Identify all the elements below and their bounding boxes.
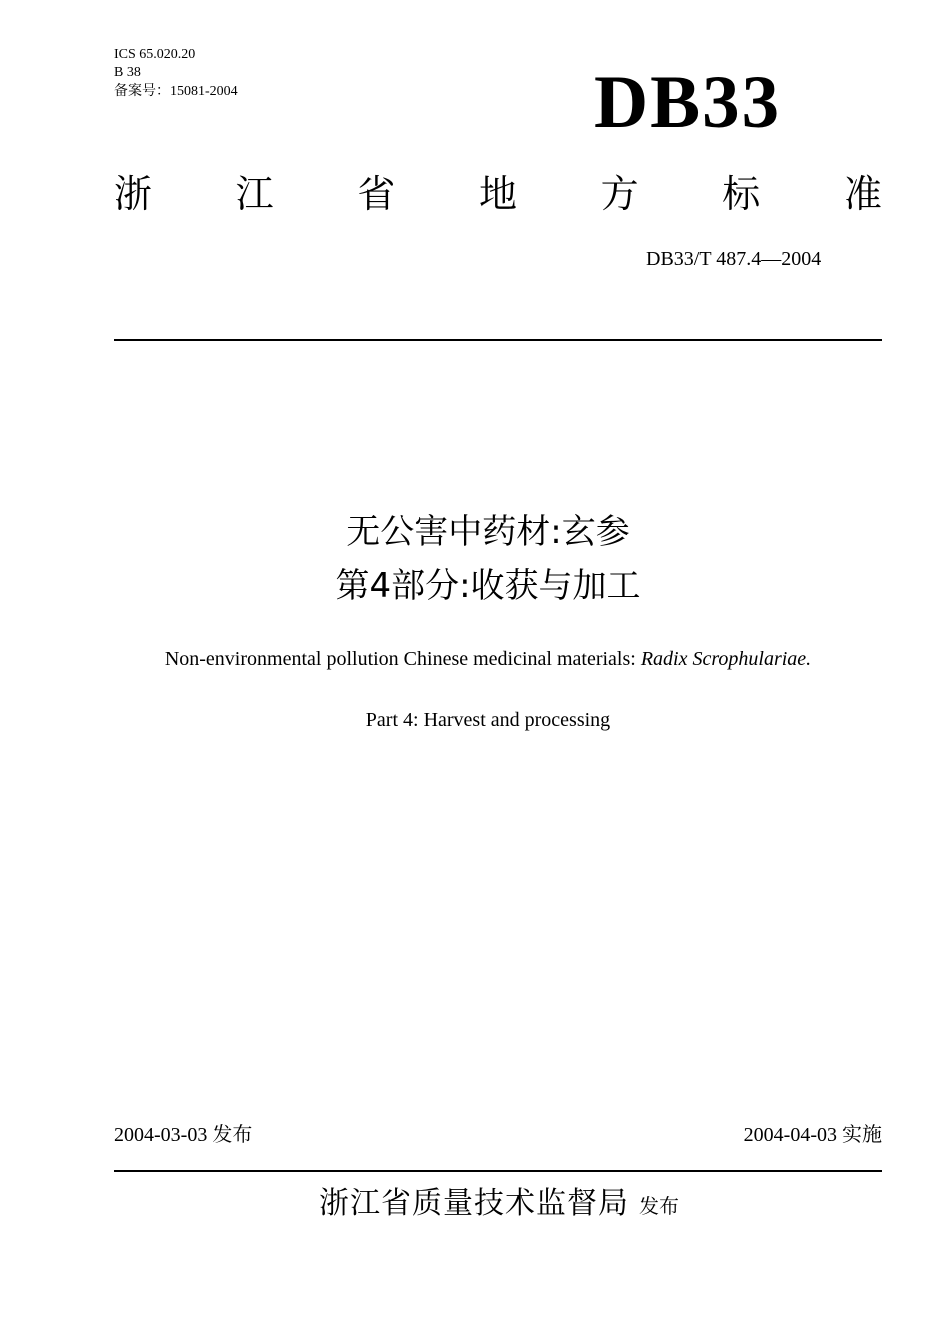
publisher-line [0,1184,950,1224]
bottom-divider [114,1170,882,1172]
db-code: DB33 [594,61,782,144]
publisher-name: 浙江省质量技术监督局 [319,1186,629,1221]
title-cn-line2: 第4部分:收获与加工 [335,566,641,606]
release-date [114,1121,252,1148]
title-cn-line1: 无公害中药材:玄参 [346,512,630,552]
title-en-line1 [0,646,950,672]
title-en-latin-name: Radix Scrophulariae. [640,648,812,670]
title-en-line2: Part 4: Harvest and processing [365,709,611,731]
standard-type-char: 浙 [114,172,153,216]
standard-number: DB33/T 487.4—2004 [646,248,822,270]
classification-code: B 38 [114,65,141,80]
publish-label: 发布 [639,1194,679,1218]
ics-code: ICS 65.020.20 [114,47,196,62]
release-label: 发布 [212,1122,253,1146]
implement-label: 实施 [842,1122,882,1146]
standard-type-char: 准 [843,172,882,216]
title-en-prefix: Non-environmental pollution Chinese medicinal materials: [164,648,641,670]
implement-date [744,1121,882,1148]
standard-type-char: 标 [722,172,761,216]
standard-type-char: 江 [235,172,274,216]
implement-date-value: 2004-04-03 [743,1124,837,1146]
filing-number: 备案号：15081-2004 [114,84,238,99]
standard-type-heading [114,168,882,220]
top-divider [114,339,882,341]
standard-type-char: 方 [600,172,639,216]
standard-type-char: 省 [357,172,396,216]
release-date-value: 2004-03-03 [114,1124,208,1146]
standard-type-char: 地 [478,172,517,216]
